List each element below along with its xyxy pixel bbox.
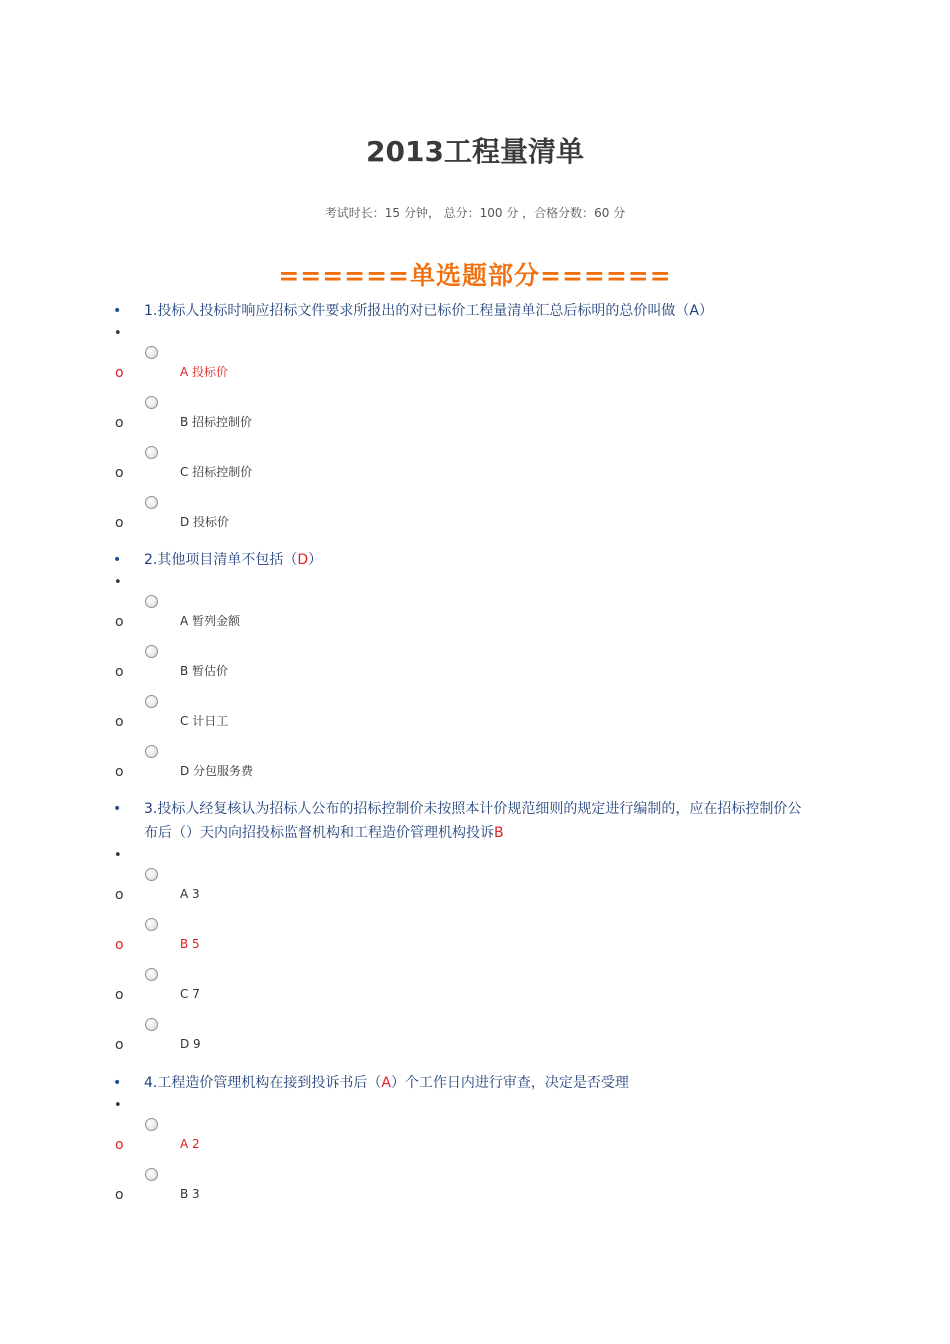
- option-label[interactable]: B 暂估价: [180, 664, 229, 678]
- option-bullet: o: [115, 887, 124, 903]
- option-radio[interactable]: [145, 1018, 158, 1031]
- exam-info: 考试时长：15 分钟， 总分：100 分 ，合格分数：60 分: [324, 206, 626, 220]
- option-label[interactable]: A 3: [180, 887, 200, 901]
- question-bullet: •: [113, 1075, 122, 1091]
- option-label[interactable]: A 2: [180, 1137, 200, 1151]
- question-stem: 1.投标人投标时响应招标文件要求所报出的对已标价工程量清单汇总后标明的总价叫做（: [144, 303, 690, 319]
- option-label[interactable]: D 分包服务费: [180, 764, 254, 778]
- option-radio[interactable]: [145, 918, 158, 931]
- question-text: [144, 1071, 804, 1095]
- option-bullet: o: [115, 515, 124, 531]
- option-radio[interactable]: [145, 968, 158, 981]
- option-radio[interactable]: [145, 868, 158, 881]
- option-radio[interactable]: [145, 595, 158, 608]
- sub-bullet: •: [114, 848, 122, 863]
- option-radio[interactable]: [145, 446, 158, 459]
- option-bullet: o: [115, 664, 124, 680]
- option-radio[interactable]: [145, 1168, 158, 1181]
- option-label[interactable]: B 5: [180, 937, 200, 951]
- question-bullet: •: [113, 303, 122, 319]
- option-radio[interactable]: [145, 1118, 158, 1131]
- question-stem: 3.投标人经复核认为招标人公布的招标控制价未按照本计价规范细则的规定进行编制的，应在招标控制价公布后（）天内向招投标监督机构和工程造价管理机构投诉: [144, 801, 802, 841]
- option-label[interactable]: A 投标价: [180, 365, 229, 379]
- question-bullet: •: [113, 801, 122, 817]
- question-stem: 4.工程造价管理机构在接到投诉书后（: [144, 1075, 382, 1091]
- question-suffix: ）: [698, 303, 713, 319]
- option-radio[interactable]: [145, 645, 158, 658]
- page-title: 2013工程量清单: [366, 135, 584, 168]
- question-bullet: •: [113, 552, 122, 568]
- option-bullet: o: [115, 764, 124, 780]
- option-label[interactable]: D 投标价: [180, 515, 230, 529]
- option-label[interactable]: C 7: [180, 987, 200, 1001]
- option-label[interactable]: D 9: [180, 1037, 201, 1051]
- option-bullet: o: [115, 614, 124, 630]
- option-label[interactable]: A 暂列金额: [180, 614, 241, 628]
- question-text: [144, 797, 804, 845]
- option-bullet: o: [115, 987, 124, 1003]
- answer-key: B: [494, 825, 504, 841]
- option-bullet: o: [115, 1037, 124, 1053]
- option-bullet: o: [115, 714, 124, 730]
- sub-bullet: •: [114, 326, 122, 341]
- answer-key: D: [297, 552, 309, 568]
- option-bullet: o: [115, 1137, 124, 1153]
- sub-bullet: •: [114, 1098, 122, 1113]
- option-label[interactable]: C 计日工: [180, 714, 229, 728]
- section-heading: ======单选题部分======: [278, 261, 672, 290]
- option-label[interactable]: C 招标控制价: [180, 465, 253, 479]
- answer-key: A: [381, 1075, 391, 1091]
- question-suffix: ）个工作日内进行审查，决定是否受理: [390, 1075, 629, 1091]
- option-label[interactable]: B 招标控制价: [180, 415, 253, 429]
- sub-bullet: •: [114, 575, 122, 590]
- option-bullet: o: [115, 415, 124, 431]
- option-radio[interactable]: [145, 396, 158, 409]
- question-text: [144, 299, 804, 323]
- option-radio[interactable]: [145, 346, 158, 359]
- question-text: [144, 548, 804, 572]
- option-radio[interactable]: [145, 496, 158, 509]
- option-bullet: o: [115, 365, 124, 381]
- option-label[interactable]: B 3: [180, 1187, 200, 1201]
- answer-key: A: [689, 303, 699, 319]
- option-bullet: o: [115, 937, 124, 953]
- question-suffix: ）: [308, 552, 323, 568]
- option-bullet: o: [115, 465, 124, 481]
- option-bullet: o: [115, 1187, 124, 1203]
- option-radio[interactable]: [145, 695, 158, 708]
- option-radio[interactable]: [145, 745, 158, 758]
- question-stem: 2.其他项目清单不包括（: [144, 552, 298, 568]
